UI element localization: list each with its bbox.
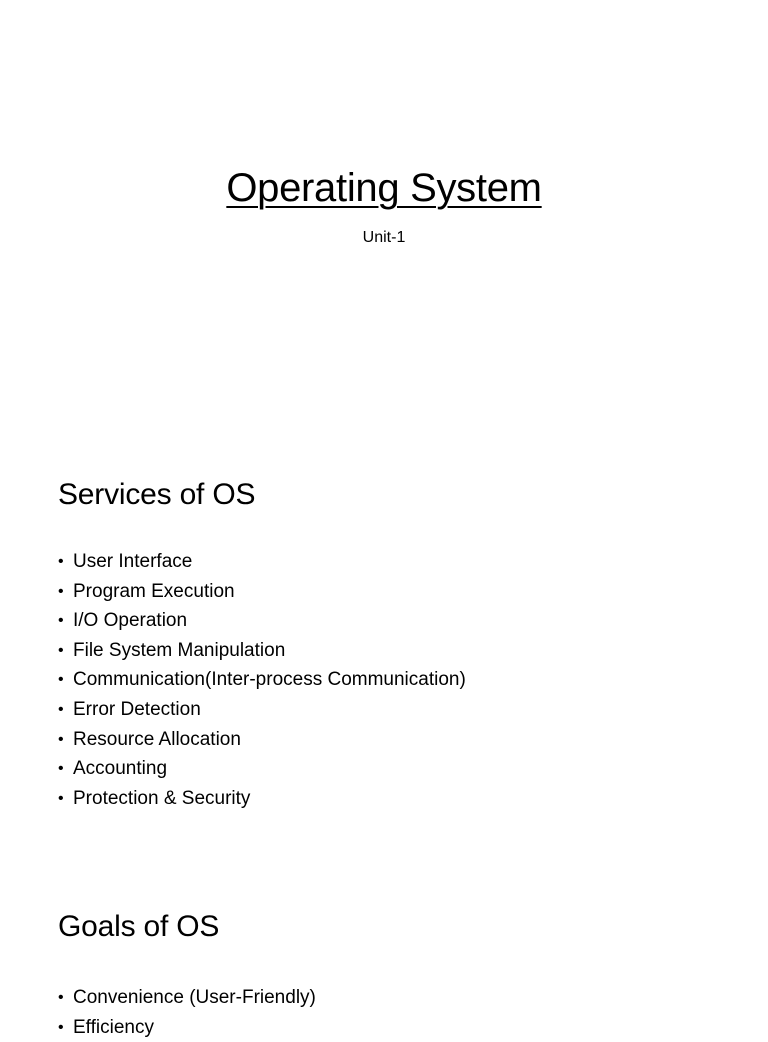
list-item	[58, 695, 466, 725]
services-heading: Services of OS	[58, 478, 256, 511]
list-item-text: Protection & Security	[73, 787, 251, 809]
list-item	[58, 577, 466, 607]
list-item	[58, 636, 466, 666]
bullet-icon: •	[58, 641, 64, 659]
list-item	[58, 606, 466, 636]
list-item	[58, 784, 466, 814]
goals-slide	[0, 864, 768, 1038]
list-item-text: Convenience (User-Friendly)	[73, 987, 316, 1008]
page-title: Operating System	[226, 166, 542, 210]
page-subtitle: Unit-1	[362, 229, 406, 246]
bullet-icon: •	[58, 671, 64, 689]
services-list	[58, 547, 466, 813]
bullet-icon: •	[58, 700, 64, 718]
bullet-icon: •	[58, 989, 64, 1006]
bullet-icon: •	[58, 612, 64, 630]
list-item	[58, 665, 466, 695]
goals-heading: Goals of OS	[58, 910, 220, 943]
list-item-text: Resource Allocation	[73, 728, 241, 750]
list-item	[58, 983, 316, 1013]
bullet-icon: •	[58, 1018, 64, 1036]
bullet-icon: •	[58, 760, 64, 778]
list-item-text: Accounting	[73, 758, 168, 780]
list-item-text: Program Execution	[73, 580, 235, 602]
list-item	[58, 754, 466, 784]
list-item-text: I/O Operation	[73, 610, 188, 632]
list-item-text: File System Manipulation	[73, 639, 286, 661]
services-slide	[0, 432, 768, 862]
list-item	[58, 725, 466, 755]
bullet-icon: •	[58, 582, 64, 600]
title-slide	[0, 0, 768, 430]
list-item	[58, 1013, 316, 1042]
bullet-icon: •	[58, 553, 64, 570]
bullet-icon: •	[58, 789, 64, 807]
list-item-text: User Interface	[73, 551, 193, 572]
bullet-icon: •	[58, 730, 64, 748]
goals-list	[58, 983, 316, 1042]
list-item-text: Error Detection	[73, 698, 201, 720]
list-item	[58, 547, 466, 577]
list-item-text: Efficiency	[73, 1016, 154, 1038]
list-item-text: Communication(Inter-process Communication)	[73, 669, 466, 691]
